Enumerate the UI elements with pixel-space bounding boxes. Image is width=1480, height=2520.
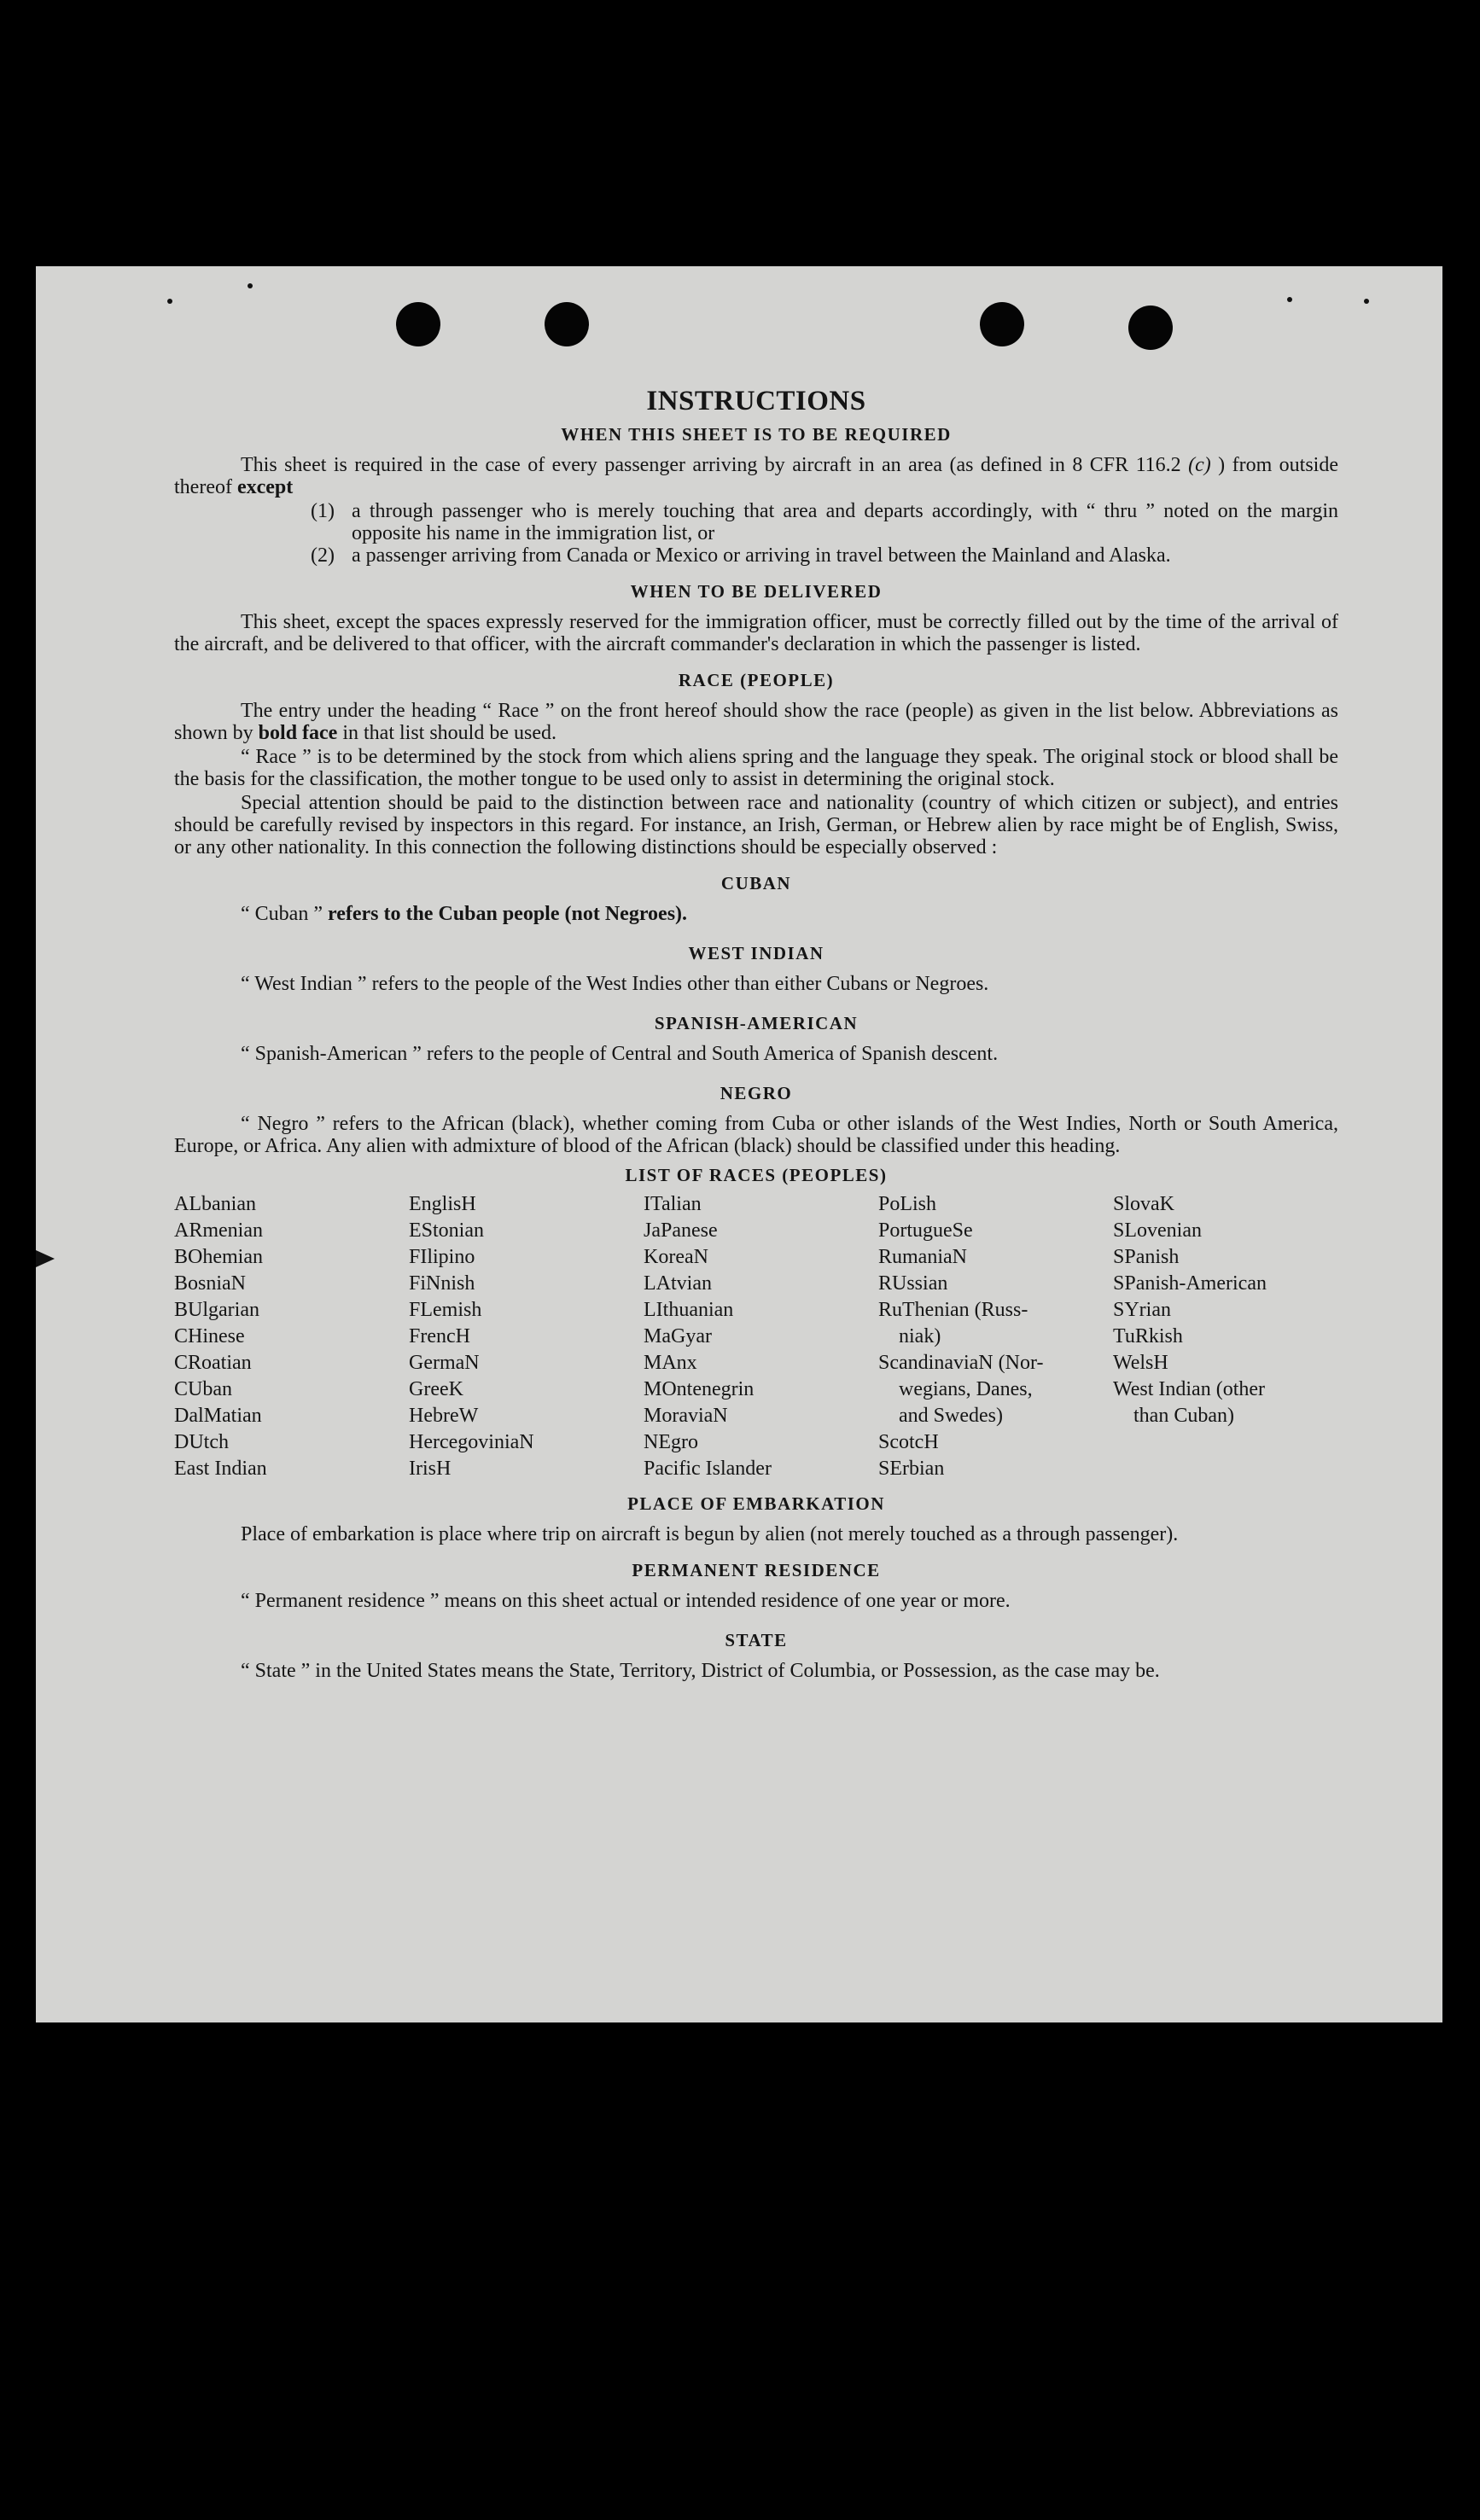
- race-entry: FLemish: [409, 1299, 482, 1321]
- race-entry: and Swedes): [899, 1405, 1003, 1427]
- paragraph: “ Spanish-American ” refers to the people of Central and South America of Spanish descent.: [241, 1043, 999, 1065]
- race-entry: wegians, Danes,: [899, 1378, 1033, 1400]
- race-entry: CRoatian: [174, 1352, 252, 1374]
- race-entry: ALbanian: [174, 1193, 256, 1215]
- race-entry: SYrian: [1113, 1299, 1171, 1321]
- race-entry: WelsH: [1113, 1352, 1168, 1374]
- race-entry: ScandinaviaN (Nor-: [878, 1352, 1044, 1374]
- race-entry: GreeK: [409, 1378, 463, 1400]
- speck: [167, 299, 172, 304]
- section-heading: LIST OF RACES (PEOPLES): [625, 1165, 888, 1185]
- paragraph: “ Cuban ” refers to the Cuban people (not Negroes).: [241, 903, 688, 925]
- punch-hole: [396, 302, 440, 346]
- race-entry: RuThenian (Russ-: [878, 1299, 1028, 1321]
- races-column: [644, 1191, 878, 1482]
- race-entry: MoraviaN: [644, 1405, 728, 1427]
- speck: [1287, 297, 1292, 302]
- document-sheet: [36, 266, 1442, 2022]
- race-entry: FrencH: [409, 1325, 470, 1347]
- race-entry: KoreaN: [644, 1246, 708, 1268]
- race-entry: MaGyar: [644, 1325, 712, 1347]
- race-entry: MAnx: [644, 1352, 697, 1374]
- race-entry: BOhemian: [174, 1246, 263, 1268]
- instructions-text: [174, 384, 1338, 1684]
- race-entry: EnglisH: [409, 1193, 476, 1215]
- paragraph: “ West Indian ” refers to the people of the West Indies other than either Cubans or Negroes.: [241, 973, 989, 995]
- race-entry: SPanish-American: [1113, 1272, 1267, 1295]
- race-entry: MOntenegrin: [644, 1378, 755, 1400]
- list-item: (1) a through passenger who is merely touching that area and departs accordingly, with “ thru ” noted on the margin opposite his name in the immigration list, or: [311, 500, 1338, 544]
- punch-hole: [1128, 306, 1173, 350]
- page-title: INSTRUCTIONS: [646, 386, 866, 416]
- margin-mark: [36, 1250, 55, 1267]
- race-entry: ITalian: [644, 1193, 702, 1215]
- paragraph: “ Race ” is to be determined by the stock from which aliens spring and the language they speak. The original stock or blood shall be the basis for the classification, the mother tongue to be used only to assist in determining the original stock.: [174, 746, 1338, 790]
- race-entry: East Indian: [174, 1458, 267, 1480]
- race-entry: TuRkish: [1113, 1325, 1183, 1347]
- race-entry: JaPanese: [644, 1219, 718, 1242]
- paragraph: Special attention should be paid to the distinction between race and nationality (country of which citizen or subject), and entries should be carefully revised by inspectors in this regard. For instance, an Irish, German, or Hebrew alien by race might be of English, Swiss, or any other nationality. In this connection the following distinctions should be especially observed :: [174, 792, 1338, 858]
- race-entry: IrisH: [409, 1458, 452, 1480]
- race-entry: DalMatian: [174, 1405, 262, 1427]
- race-entry: FIlipino: [409, 1246, 475, 1268]
- races-column: [1113, 1191, 1338, 1482]
- section-heading: WHEN THIS SHEET IS TO BE REQUIRED: [561, 424, 952, 445]
- paragraph: “ State ” in the United States means the State, Territory, District of Columbia, or Possession, as the case may be.: [241, 1660, 1160, 1682]
- section-heading: RACE (PEOPLE): [678, 670, 835, 690]
- race-entry: CHinese: [174, 1325, 245, 1347]
- race-entry: DUtch: [174, 1431, 229, 1453]
- section-heading: PERMANENT RESIDENCE: [632, 1560, 881, 1580]
- race-entry: LAtvian: [644, 1272, 712, 1295]
- race-entry: RUssian: [878, 1272, 948, 1295]
- section-heading: WEST INDIAN: [688, 943, 824, 963]
- race-entry: EStonian: [409, 1219, 484, 1242]
- paragraph: The entry under the heading “ Race ” on the front hereof should show the race (people) as given in the list below. Abbreviations as shown by bold face in that list should be used.: [174, 700, 1338, 744]
- races-column: [409, 1191, 644, 1482]
- race-entry: FiNnish: [409, 1272, 475, 1295]
- paragraph: This sheet is required in the case of every passenger arriving by aircraft in an area (as defined in 8 CFR 116.2 (c) ) from outside thereof except: [174, 454, 1338, 498]
- section-heading: CUBAN: [720, 873, 792, 893]
- race-entry: SPanish: [1113, 1246, 1180, 1268]
- punch-hole: [980, 302, 1024, 346]
- race-entry: PoLish: [878, 1193, 937, 1215]
- section-heading: NEGRO: [720, 1083, 793, 1103]
- paragraph: Place of embarkation is place where trip on aircraft is begun by alien (not merely touched as a through passenger).: [241, 1523, 1179, 1545]
- speck: [1364, 299, 1369, 304]
- races-column: [174, 1191, 409, 1482]
- race-entry: HercegoviniaN: [409, 1431, 534, 1453]
- punch-hole: [545, 302, 589, 346]
- paragraph: “ Negro ” refers to the African (black), whether coming from Cuba or other islands of the West Indies, North or South America, Europe, or Africa. Any alien with admixture of blood of the African (black) should be classified under this heading.: [174, 1113, 1338, 1157]
- race-entry: SLovenian: [1113, 1219, 1202, 1242]
- race-entry: niak): [899, 1325, 941, 1347]
- race-entry: BosniaN: [174, 1272, 246, 1295]
- race-entry: ARmenian: [174, 1219, 263, 1242]
- race-entry: SErbian: [878, 1458, 945, 1480]
- paragraph: This sheet, except the spaces expressly reserved for the immigration officer, must be correctly filled out by the time of the arrival of the aircraft, and be delivered to that officer, with the aircraft commander's declaration in which the passenger is listed.: [174, 611, 1338, 655]
- race-entry: NEgro: [644, 1431, 698, 1453]
- section-heading: SPANISH-AMERICAN: [654, 1013, 859, 1033]
- race-entry: West Indian (other: [1113, 1378, 1266, 1400]
- speck: [248, 283, 253, 288]
- race-entry: ScotcH: [878, 1431, 939, 1453]
- list-item: (2) a passenger arriving from Canada or Mexico or arriving in travel between the Mainland and Alaska.: [311, 544, 1171, 567]
- section-heading: WHEN TO BE DELIVERED: [630, 581, 883, 602]
- paragraph: “ Permanent residence ” means on this sheet actual or intended residence of one year or more.: [241, 1590, 1011, 1612]
- race-entry: LIthuanian: [644, 1299, 734, 1321]
- race-entry: RumaniaN: [878, 1246, 967, 1268]
- race-entry: HebreW: [409, 1405, 479, 1427]
- section-heading: STATE: [725, 1630, 788, 1650]
- race-entry: GermaN: [409, 1352, 480, 1374]
- race-entry: CUban: [174, 1378, 232, 1400]
- section-heading: PLACE OF EMBARKATION: [627, 1493, 885, 1514]
- races-column: [878, 1191, 1113, 1482]
- race-entry: BUlgarian: [174, 1299, 259, 1321]
- race-entry: PortugueSe: [878, 1219, 973, 1242]
- race-entry: SlovaK: [1113, 1193, 1174, 1215]
- race-entry: than Cuban): [1133, 1405, 1234, 1427]
- race-entry: Pacific Islander: [644, 1458, 772, 1480]
- races-table: [174, 1191, 1338, 1482]
